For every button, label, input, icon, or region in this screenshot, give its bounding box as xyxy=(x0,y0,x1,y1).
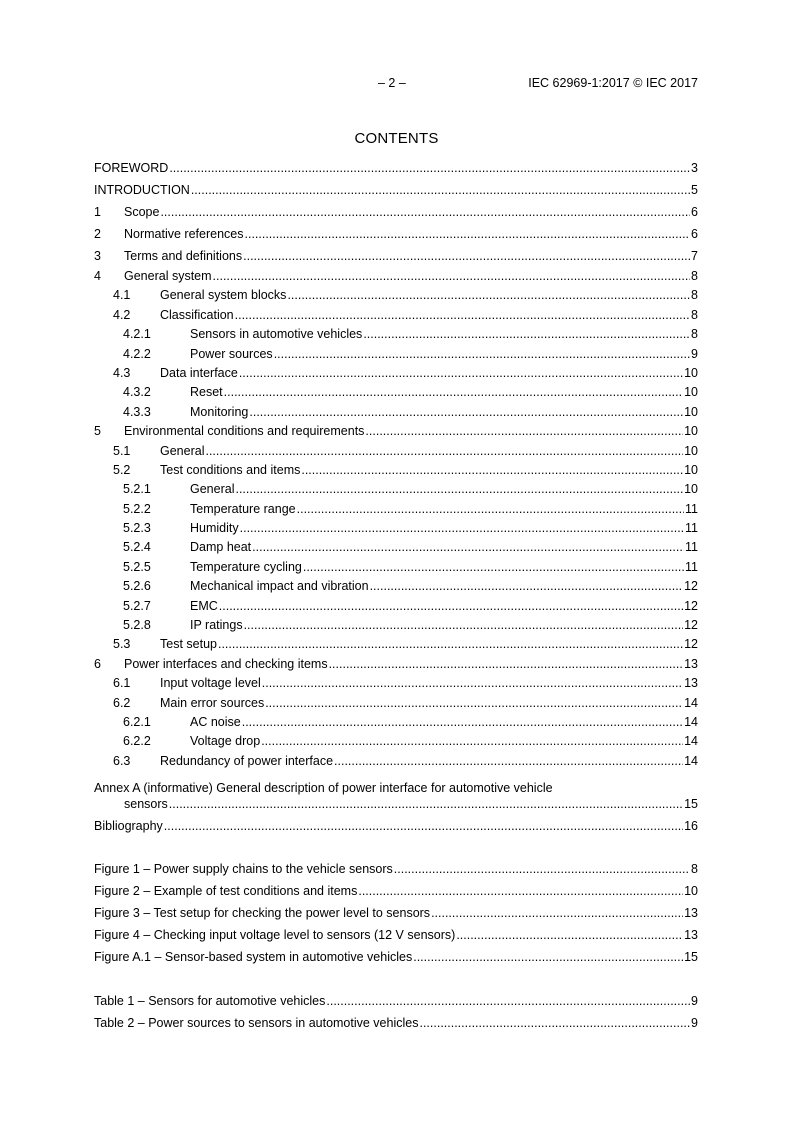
toc-entry-title: General xyxy=(190,482,235,497)
toc-entry-number: 5.2.8 xyxy=(123,618,151,633)
toc-entry[interactable] xyxy=(94,179,698,201)
dot-leader xyxy=(213,267,691,286)
toc-entry-title: Figure A.1 – Sensor-based system in automotive vehicles xyxy=(94,950,413,964)
toc-entry-number: 4.3.3 xyxy=(123,404,151,419)
toc-entry[interactable] xyxy=(94,858,698,880)
toc-entry-page: 8 xyxy=(691,269,698,283)
toc-entry-title: Terms and definitions xyxy=(124,249,243,263)
toc-entry[interactable] xyxy=(94,286,698,305)
toc-entry-title: Voltage drop xyxy=(190,734,261,749)
list-of-figures xyxy=(94,858,698,968)
list-of-tables xyxy=(94,990,698,1034)
toc-entry-number: 4.1 xyxy=(113,288,131,303)
toc-entry-page: 12 xyxy=(684,579,698,594)
toc-entry-number: 6.2.2 xyxy=(123,734,151,749)
toc-entry-number: 5.2 xyxy=(113,462,131,477)
toc-entry[interactable] xyxy=(94,713,698,732)
toc-entry[interactable] xyxy=(94,267,698,286)
toc-entry[interactable] xyxy=(94,403,698,422)
toc-entry-page: 12 xyxy=(684,637,698,652)
toc-entry-title: IP ratings xyxy=(190,618,243,633)
toc-entry[interactable] xyxy=(94,500,698,519)
dot-leader xyxy=(363,325,690,344)
toc-entry-page: 10 xyxy=(684,443,698,458)
toc-entry-number: 5.2.1 xyxy=(123,482,151,497)
dot-leader xyxy=(303,558,684,577)
toc-entry-number: 4.2.1 xyxy=(123,327,151,342)
toc-entry[interactable] xyxy=(94,990,698,1012)
toc-entry-title: EMC xyxy=(190,598,218,613)
toc-entry[interactable] xyxy=(94,157,698,179)
toc-entry-page: 9 xyxy=(691,346,698,361)
toc-entry[interactable] xyxy=(94,635,698,654)
dot-leader xyxy=(394,858,690,880)
toc-entry-page: 10 xyxy=(684,424,698,439)
toc-entry-title: Temperature cycling xyxy=(190,559,302,574)
dot-leader xyxy=(160,201,690,223)
toc-entry[interactable] xyxy=(94,577,698,596)
page-title: CONTENTS xyxy=(354,130,439,147)
toc-entry[interactable] xyxy=(94,880,698,902)
dot-leader xyxy=(358,880,683,902)
toc-entry-number: 5.2.7 xyxy=(123,598,151,613)
toc-entry[interactable] xyxy=(94,306,698,325)
toc-entry-title: Annex A (informative) General description of power interface for automotive vehicle xyxy=(94,781,553,795)
toc-entry-page: 6 xyxy=(691,205,698,219)
dot-leader xyxy=(169,796,683,812)
toc-entry-page: 11 xyxy=(685,501,698,516)
toc-entry-number: 6.1 xyxy=(113,676,131,691)
dot-leader xyxy=(243,245,690,267)
toc-entry[interactable] xyxy=(94,201,698,223)
toc-entry-page: 7 xyxy=(691,249,698,263)
toc-entry-number: 4.2.2 xyxy=(123,346,151,361)
toc-entry-title: Normative references xyxy=(124,227,244,241)
toc-entry[interactable] xyxy=(94,674,698,693)
toc-entry-page: 14 xyxy=(684,734,698,749)
toc-entry-page: 13 xyxy=(684,676,698,691)
toc-entry-page: 11 xyxy=(685,559,698,574)
toc-entry-title: Test setup xyxy=(160,637,217,652)
toc-entry-bibliography[interactable] xyxy=(94,815,698,837)
toc-entry-title: General xyxy=(160,443,205,458)
toc-entry-page: 13 xyxy=(684,906,698,920)
toc-entry-number: 5.2.3 xyxy=(123,521,151,536)
toc-entry-number: 5.2.5 xyxy=(123,559,151,574)
toc-entry[interactable] xyxy=(94,752,698,771)
toc-entry-title: Figure 4 – Checking input voltage level to sensors (12 V sensors) xyxy=(94,928,456,942)
dot-leader xyxy=(297,500,684,519)
toc-entry-number: 5.1 xyxy=(113,443,131,458)
toc-entry-page: 9 xyxy=(691,994,698,1008)
toc-entry-annex-a[interactable] xyxy=(94,780,698,816)
toc-entry-page: 10 xyxy=(684,404,698,419)
toc-entry-number: 6.2.1 xyxy=(123,714,151,729)
toc-entry-page: 11 xyxy=(685,540,698,555)
toc-entry[interactable] xyxy=(94,383,698,402)
toc-entry-number: 5 xyxy=(94,424,101,439)
toc-entry-title: Reset xyxy=(190,385,223,400)
toc-entry[interactable] xyxy=(94,655,698,674)
toc-entry-title: Power interfaces and checking items xyxy=(124,656,328,671)
toc-entry[interactable] xyxy=(94,461,698,480)
toc-entry-page: 15 xyxy=(684,950,698,964)
toc-entry-title: Scope xyxy=(124,205,160,219)
dot-leader xyxy=(240,519,684,538)
dot-leader xyxy=(169,157,690,179)
toc-entry-page: 14 xyxy=(684,714,698,729)
toc-entry-page: 12 xyxy=(684,598,698,613)
dot-leader xyxy=(242,713,683,732)
toc-entry-page: 14 xyxy=(684,753,698,768)
dot-leader xyxy=(164,815,683,837)
toc-entry-page: 10 xyxy=(684,482,698,497)
toc-entry[interactable] xyxy=(94,345,698,364)
dot-leader xyxy=(431,902,683,924)
dot-leader xyxy=(205,442,683,461)
toc-entry[interactable] xyxy=(94,325,698,344)
dot-leader xyxy=(224,383,683,402)
toc-entry-page: 8 xyxy=(691,288,698,303)
toc-entry[interactable] xyxy=(94,946,698,968)
toc-entry-number: 6.2 xyxy=(113,695,131,710)
toc-entry-title: Figure 2 – Example of test conditions and items xyxy=(94,884,358,898)
toc-entry-title: Test conditions and items xyxy=(160,462,301,477)
dot-leader xyxy=(326,990,690,1012)
toc-entry-page: 10 xyxy=(684,385,698,400)
toc-entry-page: 13 xyxy=(684,928,698,942)
toc-entry-page: 13 xyxy=(684,656,698,671)
toc-entry[interactable] xyxy=(94,616,698,635)
toc-entry-title: FOREWORD xyxy=(94,161,169,175)
toc-entry[interactable] xyxy=(94,538,698,557)
toc-entry-number: 1 xyxy=(94,205,101,219)
toc-entry[interactable] xyxy=(94,597,698,616)
toc-entry-title: Mechanical impact and vibration xyxy=(190,579,369,594)
toc-entry-title: Sensors in automotive vehicles xyxy=(190,327,363,342)
toc-entry-title: Environmental conditions and requirements xyxy=(124,424,365,439)
toc-entry-page: 9 xyxy=(691,1016,698,1030)
toc-entry-title: Figure 1 – Power supply chains to the vehicle sensors xyxy=(94,862,393,876)
toc-entry-title: Input voltage level xyxy=(160,676,261,691)
toc-entry-title: Power sources xyxy=(190,346,273,361)
toc-entry-page: 15 xyxy=(684,797,698,811)
toc-entry-title: Bibliography xyxy=(94,819,163,833)
toc-entry[interactable] xyxy=(94,364,698,383)
table-of-contents xyxy=(94,157,698,771)
annex-section xyxy=(94,780,698,837)
toc-entry-title: General system blocks xyxy=(160,288,287,303)
dot-leader xyxy=(287,286,690,305)
toc-entry-number: 5.2.2 xyxy=(123,501,151,516)
toc-entry[interactable] xyxy=(94,902,698,924)
toc-entry-page: 10 xyxy=(684,462,698,477)
dot-leader xyxy=(235,480,683,499)
toc-entry-page: 14 xyxy=(684,695,698,710)
toc-entry-number: 5.2.4 xyxy=(123,540,151,555)
dot-leader xyxy=(235,306,690,325)
toc-entry-title: General system xyxy=(124,269,212,283)
toc-entry[interactable] xyxy=(94,519,698,538)
toc-entry-page: 10 xyxy=(684,365,698,380)
toc-entry-number: 6.3 xyxy=(113,753,131,768)
dot-leader xyxy=(274,345,690,364)
dot-leader xyxy=(261,732,683,751)
toc-entry-title: Humidity xyxy=(190,521,239,536)
toc-entry-title: Table 2 – Power sources to sensors in automotive vehicles xyxy=(94,1016,419,1030)
toc-entry-number: 3 xyxy=(94,249,101,263)
toc-entry-title: Temperature range xyxy=(190,501,296,516)
toc-entry-title: Figure 3 – Test setup for checking the power level to sensors xyxy=(94,906,431,920)
toc-entry-page: 8 xyxy=(691,862,698,876)
toc-entry-page: 16 xyxy=(684,819,698,833)
dot-leader xyxy=(239,364,683,383)
toc-entry-number: 2 xyxy=(94,227,101,241)
toc-entry[interactable] xyxy=(94,422,698,441)
toc-entry[interactable] xyxy=(94,480,698,499)
dot-leader xyxy=(419,1012,690,1034)
dot-leader xyxy=(252,538,684,557)
toc-entry-title: Data interface xyxy=(160,365,238,380)
toc-entry[interactable] xyxy=(94,223,698,245)
page-header xyxy=(0,76,793,92)
dot-leader xyxy=(301,461,683,480)
toc-entry-number: 4.3 xyxy=(113,365,131,380)
toc-entry-title: Classification xyxy=(160,307,234,322)
toc-entry[interactable] xyxy=(94,558,698,577)
toc-entry[interactable] xyxy=(94,442,698,461)
toc-entry-number: 4.3.2 xyxy=(123,385,151,400)
toc-entry[interactable] xyxy=(94,924,698,946)
toc-entry-title: Main error sources xyxy=(160,695,265,710)
page-number: – 2 – xyxy=(378,76,406,90)
dot-leader xyxy=(329,655,684,674)
toc-entry-page: 3 xyxy=(691,161,698,175)
toc-entry-page: 10 xyxy=(684,884,698,898)
toc-entry-title: Table 1 – Sensors for automotive vehicles xyxy=(94,994,326,1008)
toc-entry[interactable] xyxy=(94,245,698,267)
document-reference: IEC 62969-1:2017 © IEC 2017 xyxy=(528,76,698,90)
toc-entry-number: 5.3 xyxy=(113,637,131,652)
toc-entry-title: INTRODUCTION xyxy=(94,183,190,197)
dot-leader xyxy=(456,924,683,946)
toc-entry[interactable] xyxy=(94,694,698,713)
toc-entry-page: 6 xyxy=(691,227,698,241)
toc-entry-page: 8 xyxy=(691,307,698,322)
toc-entry-title: AC noise xyxy=(190,714,241,729)
dot-leader xyxy=(370,577,684,596)
toc-entry-page: 11 xyxy=(685,521,698,536)
toc-entry-number: 5.2.6 xyxy=(123,579,151,594)
dot-leader xyxy=(191,179,690,201)
toc-entry[interactable] xyxy=(94,1012,698,1034)
toc-entry-number: 6 xyxy=(94,656,101,671)
toc-entry-title: Redundancy of power interface xyxy=(160,753,334,768)
dot-leader xyxy=(413,946,683,968)
toc-entry-number: 4.2 xyxy=(113,307,131,322)
toc-entry-page: 12 xyxy=(684,618,698,633)
dot-leader xyxy=(249,403,683,422)
toc-entry-page: 8 xyxy=(691,327,698,342)
toc-entry-title: Damp heat xyxy=(190,540,252,555)
dot-leader xyxy=(265,694,683,713)
toc-entry-title: Monitoring xyxy=(190,404,249,419)
dot-leader xyxy=(219,597,683,616)
dot-leader xyxy=(245,223,691,245)
dot-leader xyxy=(244,616,684,635)
dot-leader xyxy=(262,674,683,693)
dot-leader xyxy=(218,635,683,654)
toc-entry[interactable] xyxy=(94,732,698,751)
toc-entry-number: 4 xyxy=(94,269,101,283)
toc-entry-page: 5 xyxy=(691,183,698,197)
toc-entry-title-continued: sensors xyxy=(124,797,168,811)
dot-leader xyxy=(365,422,683,441)
dot-leader xyxy=(334,752,683,771)
